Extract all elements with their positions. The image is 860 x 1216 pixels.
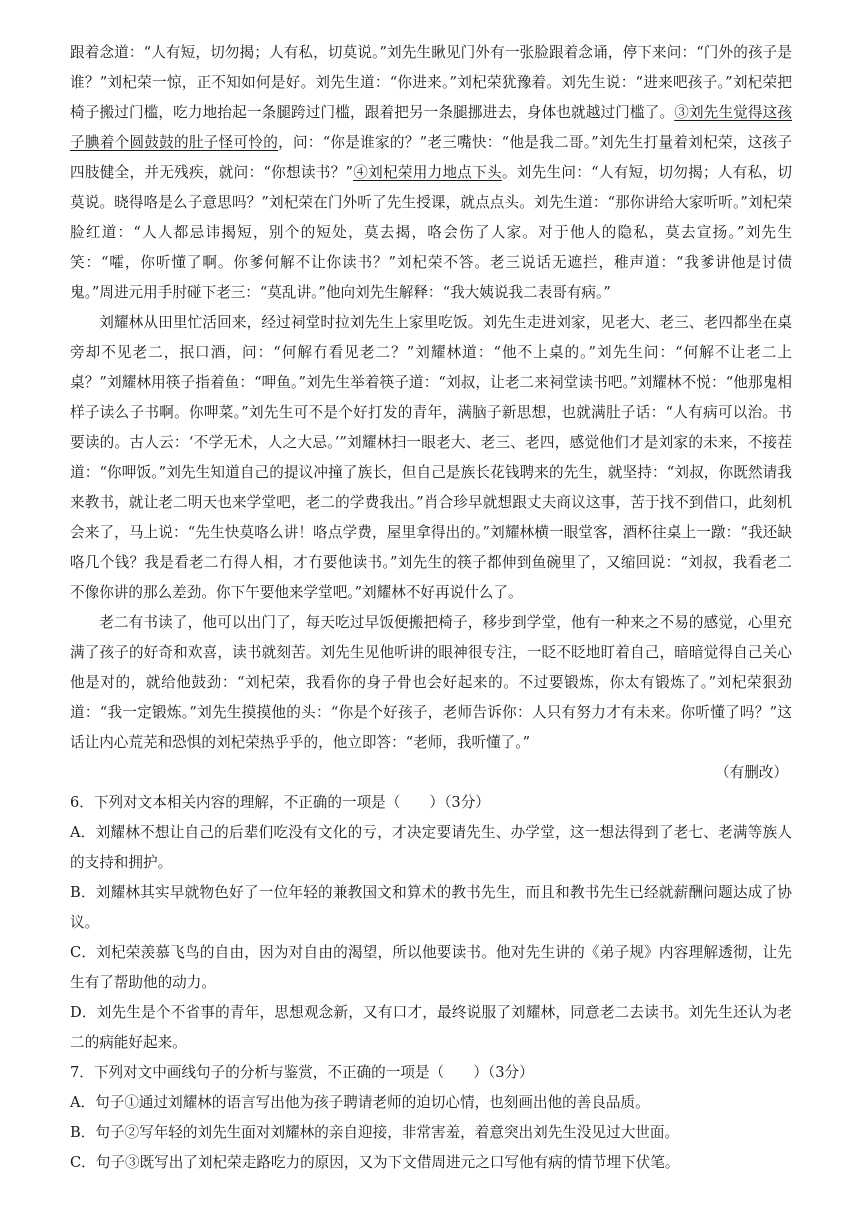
option-d: D．刘先生是个不省事的青年，思想观念新，又有口才，最终说服了刘耀林，同意老二去读书。刘先生还认为老二的病能好起来。 bbox=[70, 1004, 792, 1051]
passage-paragraph-1 bbox=[70, 38, 792, 308]
passage-paragraph-2: 刘耀林从田里忙活回来，经过祠堂时拉刘先生上家里吃饭。刘先生走进刘家，见老大、老三、老四都坐在桌旁却不见老二，抿口酒，问：“何解冇看见老二？”刘耀林道：“他不上桌的。”刘先生问：“何解不让老二上桌？”刘耀林用筷子指着鱼：“呷鱼。”刘先生举着筷子道：“刘叔，让老二来祠堂读书吧。”刘耀林不悦：“他那鬼相样子读么子书啊。你呷菜。”刘先生可不是个好打发的青年，满脑子新思想，也就满肚子话：“人有病可以治。书要读的。古人云：‘不学无术，人之大忌。’”刘耀林扫一眼老大、老三、老四，感觉他们才是刘家的未来，不接茬道：“你呷饭。”刘先生知道自己的提议冲撞了族长，但自己是族长花钱聘来的先生，就坚持：“刘叔，你既然请我来教书，就让老二明天也来学堂吧，老二的学费我出。”肖合珍早就想跟丈夫商议这事，苦于找不到借口，此刻机会来了，马上说：“先生快莫咯么讲！咯点学费，屋里拿得出的。”刘耀林横一眼堂客，酒杯往桌上一蹾：“我还缺咯几个钱？我是看老二冇得人相，才冇要他读书。”刘先生的筷子都伸到鱼碗里了，又缩回说：“刘叔，我看老二不像你讲的那么差劲。你下午要他来学堂吧。”刘耀林不好再说什么了。 bbox=[70, 314, 792, 601]
option-a: A．句子①通过刘耀林的语言写出他为孩子聘请老师的迫切心情，也刻画出他的善良品质。 bbox=[70, 1094, 650, 1111]
option-b: B．句子②写年轻的刘先生面对刘耀林的亲自迎接，非常害羞，着意突出刘先生没见过大世面。 bbox=[70, 1124, 680, 1141]
underlined-sentence-3: ③刘先生觉得这孩子腆着个圆鼓鼓的肚子怪可怜的 bbox=[70, 104, 792, 151]
option-c: C．刘杞荣羡慕飞鸟的自由，因为对自由的渴望，所以他要读书。他对先生讲的《弟子规》内容理解透彻，让先生有了帮助他的动力。 bbox=[70, 944, 792, 991]
passage-text-segment: 跟着念道：“人有短，切勿揭；人有私，切莫说。”刘先生瞅见门外有一张脸跟着念诵，停下来问：“门外的孩子是谁？”刘杞荣一惊，正不知如何是好。刘先生道：“你进来。”刘杞荣犹豫着。刘先生说：“进来吧孩子。”刘杞荣把椅子搬过门槛，吃力地抬起一条腿跨过门槛，跟着把另一条腿挪进去，身体也就越过门槛了。 bbox=[70, 44, 792, 121]
passage-paragraph-3: 老二有书读了，他可以出门了，每天吃过早饭便搬把椅子，移步到学堂，他有一种来之不易的感觉，心里充满了孩子的好奇和欢喜，读书就刻苦。刘先生见他听讲的眼神很专注，一眨不眨地盯着自己，暗暗觉得自己关心他是对的，就给他鼓劲：“刘杞荣，我看你的身子骨也会好起来的。不过要锻炼，你太有锻炼了。”刘杞荣狠劲道：“我一定锻炼。”刘先生摸摸他的头：“你是个好孩子，老师告诉你：人只有努力才有未来。你听懂了吗？”这话让内心荒芜和恐惧的刘杞荣热乎乎的，他立即答：“老师，我听懂了。” bbox=[70, 614, 792, 751]
source-note: （有删改） bbox=[715, 764, 788, 781]
passage-text-segment: 。刘先生问：“人有短，切勿揭；人有私，切莫说。晓得咯是么子意思吗？”刘杞荣在门外听了先生授课，就点点头。刘先生道：“那你讲给大家听听。”刘杞荣脸红道：“人人都忌讳揭短，别个的短处，莫去揭，咯会伤了人家。对于他人的隐私，莫去宣扬。”刘先生笑：“嚯，你听懂了啊。你爹何解不让你读书？”刘杞荣不答。老三说话无遮拦，稚声道：“我爹讲他是讨债鬼。”周进元用手肘碰下老三：“莫乱讲。”他向刘先生解释：“我大姨说我二表哥有病。” bbox=[70, 164, 792, 301]
passage-text-segment: ，问：“你是谁家的？”老三嘴快：“他是我二哥。”刘先生打量着刘杞荣，这孩子四肢健全，并无残疾，就问：“你想读书？” bbox=[70, 134, 792, 181]
option-b: B．刘耀林其实早就物色好了一位年轻的兼教国文和算术的教书先生，而且和教书先生已经就薪酬问题达成了协议。 bbox=[70, 884, 792, 931]
option-a: A．刘耀林不想让自己的后辈们吃没有文化的亏，才决定要请先生、办学堂，这一想法得到了老七、老满等族人的支持和拥护。 bbox=[70, 824, 792, 871]
question-stem: 7．下列对文中画线句子的分析与鉴赏，不正确的一项是（ ）（3分） bbox=[70, 1064, 534, 1081]
underlined-sentence-4: ④刘杞荣用力地点下头 bbox=[352, 164, 502, 181]
question-7 bbox=[70, 1058, 792, 1178]
option-c: C．句子③既写出了刘杞荣走路吃力的原因，又为下文借周进元之口写他有病的情节埋下伏笔。 bbox=[70, 1154, 680, 1171]
question-6 bbox=[70, 788, 792, 1058]
document-page bbox=[70, 38, 792, 1178]
question-stem: 6．下列对文本相关内容的理解，不正确的一项是（ ）（3分） bbox=[70, 794, 490, 811]
